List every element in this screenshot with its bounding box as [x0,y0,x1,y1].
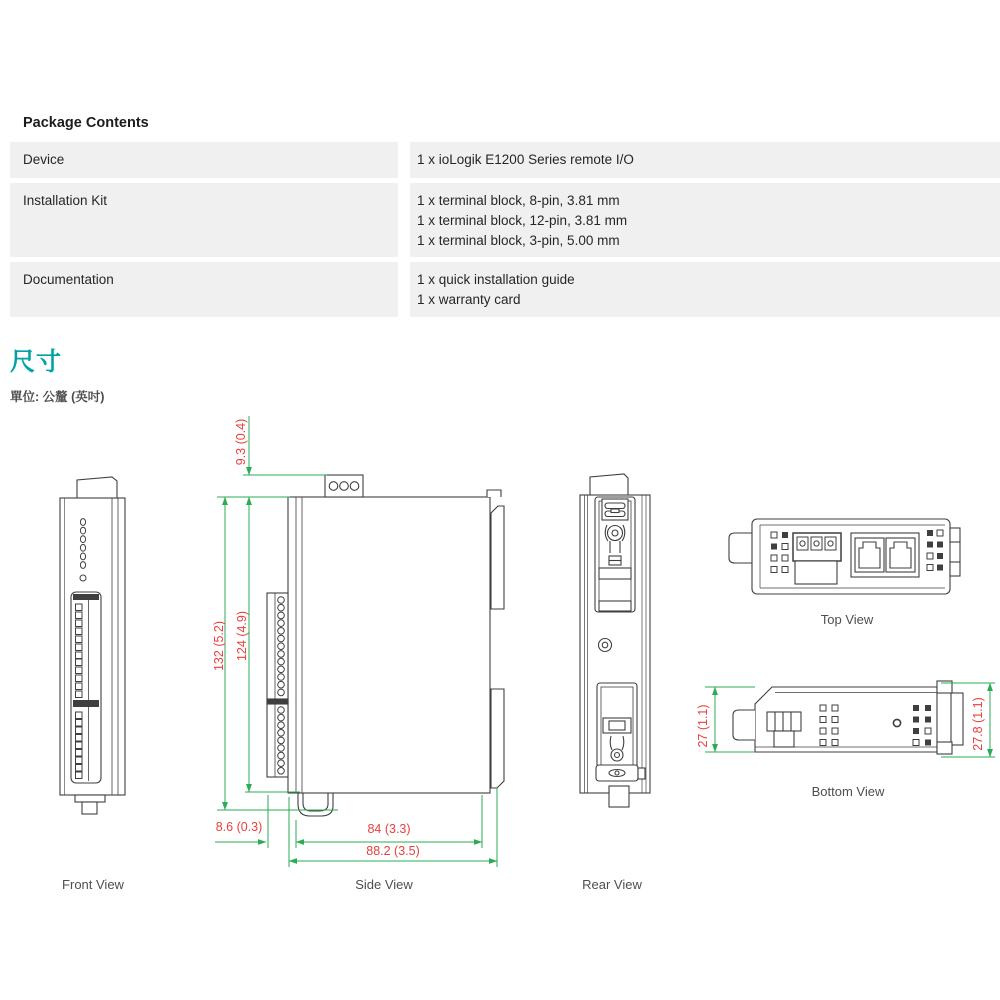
din-rail-clip-top [595,497,635,612]
side-clip-assembly [937,681,963,754]
dim-terminal-height: 9.3 (0.4) [234,418,248,466]
table-row-value [410,183,1000,257]
side-view-drawing [205,412,510,872]
terminal-block-strip [71,592,101,783]
table-row-value [410,262,1000,317]
top-right-step [487,490,501,497]
din-rail-bar-bottom [491,689,504,788]
side-clips [950,528,960,576]
din-rail-tab [733,710,755,740]
unit-note: 單位: 公釐 (英吋) [10,390,105,404]
bottom-view-drawing [693,673,998,768]
rj45-ethernet-ports [851,533,919,577]
dimensions-section-title: 尺寸 [10,348,63,376]
dim-overall-depth: 27.8 (1.1) [971,697,985,751]
top-mount-tab [77,477,117,498]
dim-body-width: 84 (3.3) [367,822,411,836]
table-row-value [410,142,1000,178]
table-row-label: Device [10,142,398,178]
terminal-block-side [267,593,288,777]
dim-body-depth: 27 (1.1) [696,704,710,748]
din-release-hook [298,793,333,816]
dim-clip-offset: 8.6 (0.3) [215,820,263,834]
rear-view-label: Rear View [582,877,642,892]
dim-overall-height: 132 (5.2) [212,620,226,672]
value-line: 1 x quick installation guide [417,272,575,287]
screw-hole [893,719,900,726]
rear-view-drawing [575,468,660,820]
package-contents-title: Package Contents [23,115,149,131]
value-line: 1 x terminal block, 8-pin, 3.81 mm [417,193,620,208]
top-mount-tab [590,474,628,495]
din-rail-bar-top [491,506,504,609]
power-terminal-block [793,533,841,584]
table-row-label: Installation Kit [10,183,398,257]
bottom-view-label: Bottom View [811,784,885,799]
value-line: 1 x terminal block, 12-pin, 3.81 mm [417,213,628,228]
front-view-drawing [50,468,140,823]
value-line: 1 x warranty card [417,292,521,307]
side-view-label: Side View [355,877,413,892]
dim-body-height: 124 (4.9) [235,610,249,662]
top-view-drawing [723,506,973,601]
value-line: 1 x ioLogik E1200 Series remote I/O [417,152,634,167]
dim-overall-width: 88.2 (3.5) [366,844,420,858]
front-view-label: Front View [62,877,124,892]
value-line: 1 x terminal block, 3-pin, 5.00 mm [417,233,620,248]
table-row-label: Documentation [10,262,398,317]
bottom-connector [609,786,629,807]
bottom-connector [75,795,105,814]
din-rail-tab [729,533,755,563]
power-terminal [325,475,363,497]
device-body [288,497,490,793]
top-view-label: Top View [820,612,874,627]
